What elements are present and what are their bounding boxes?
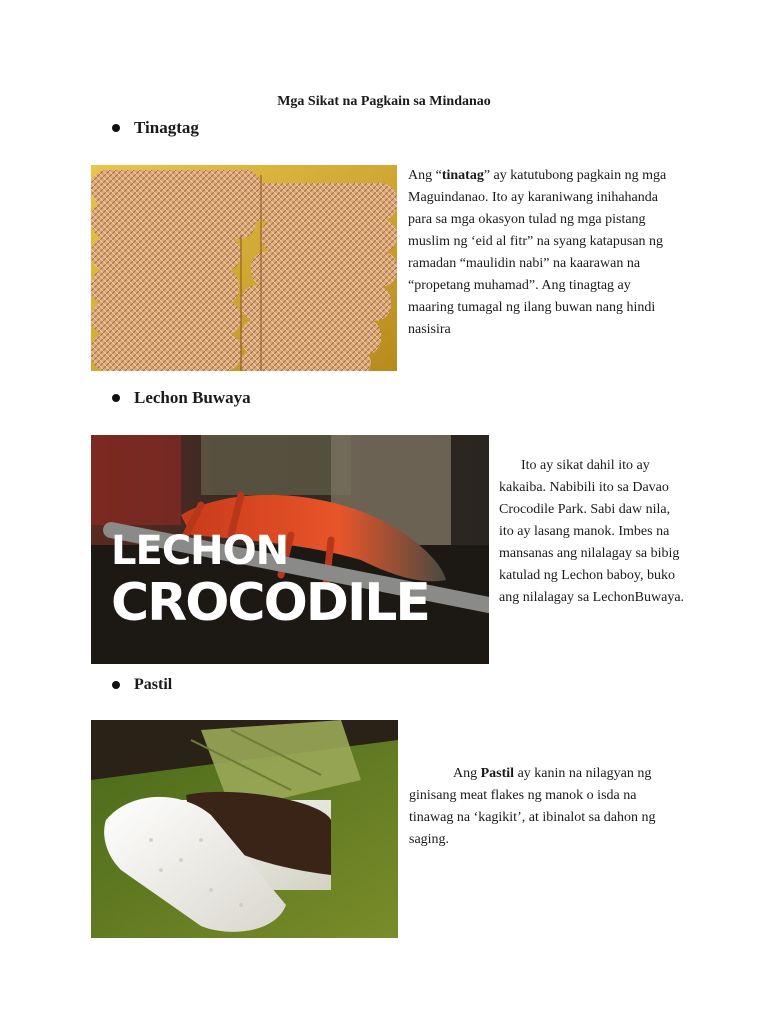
heading-label: Pastil (134, 676, 173, 693)
pastil-image (91, 720, 398, 938)
section-heading-lechon-buwaya (112, 388, 251, 408)
lechon-crocodile-image (91, 435, 489, 664)
heading-label: Lechon Buwaya (134, 388, 251, 407)
lechon-buwaya-description: Ito ay sikat dahil ito ay kakaiba. Nabibili ito sa Davao Crocodile Park. Sabi daw nila, ito ay lasang manok. Imbes na mansanas ang nilalagay sa bibig katulad ng Lechon baboy, buko ang nilalagay sa LechonBuwaya. (499, 458, 685, 605)
tinagtag-description: Ang “tinatag” ay katutubong pagkain ng mga Maguindanao. Ito ay karaniwang inihahanda para sa mga okasyon tulad ng mga pistang muslim ng ‘eid al fitr” na syang katapusan ng ramadan “maulidin nabi” na kaarawan na “propetang muhamad”. Ang tinagtag ay maaring tumagal ng ilang buwan nang hindi nasisira (408, 168, 667, 337)
document-title: Mga Sikat na Pagkain sa Mindanao (277, 94, 491, 109)
image-caption: LECHON CROCODILE (111, 528, 429, 633)
section-heading-tinagtag (112, 118, 199, 138)
heading-label: Tinagtag (134, 118, 199, 137)
bullet-icon (112, 681, 120, 689)
pastil-description: Ang Pastil ay kanin na nilagyan ng ginisang meat flakes ng manok o isda na tinawag na ‘kagikit’, at ibinalot sa dahon ng saging. (409, 766, 656, 847)
bullet-icon (112, 124, 120, 132)
bullet-icon (112, 394, 120, 402)
section-heading-pastil (112, 676, 172, 694)
tinagtag-image (91, 165, 397, 371)
